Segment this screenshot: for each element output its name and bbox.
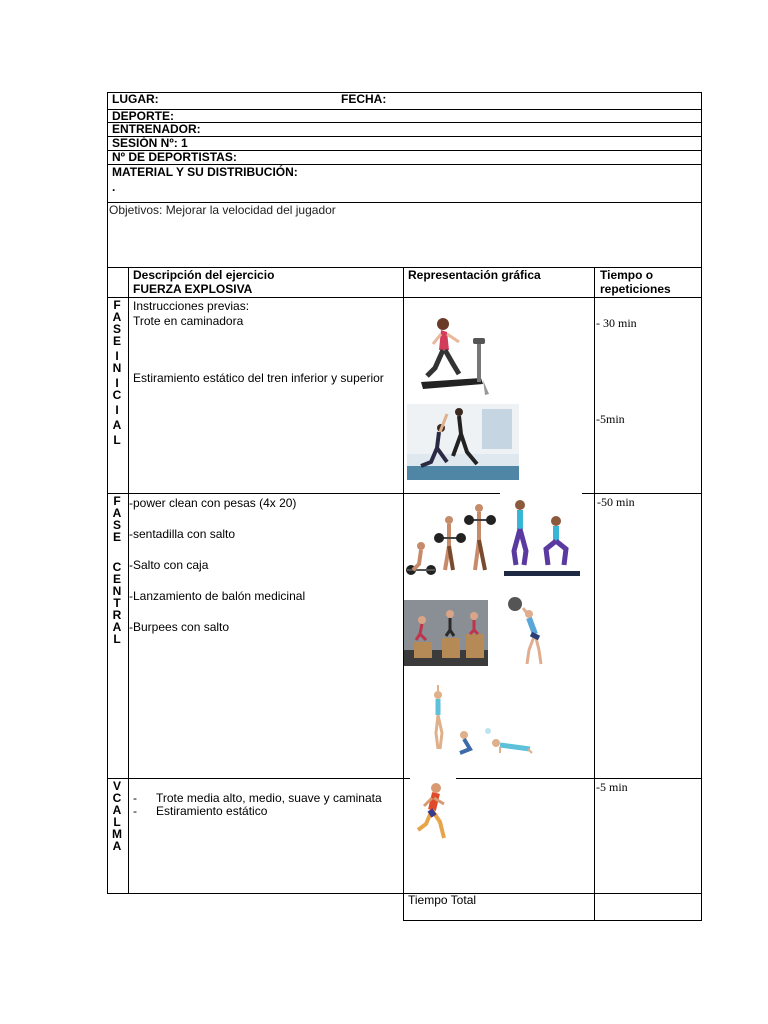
material-value: . — [112, 180, 116, 194]
entrenador-label: ENTRENADOR: — [112, 122, 201, 136]
calma-bullet-1: - — [133, 791, 137, 805]
instrucciones-text: Instrucciones previas: — [133, 299, 250, 313]
tiempo-inicial-1: - 30 min — [596, 316, 637, 330]
estiramiento-text: Estiramiento estático del tren inferior y superior — [133, 371, 384, 385]
burpee-jump-image — [420, 683, 540, 759]
deporte-label: DEPORTE: — [112, 109, 175, 123]
descripcion-header: Descripción del ejercicio — [133, 268, 275, 282]
objetivos-text: Objetivos: Mejorar la velocidad del jugador — [109, 203, 336, 217]
ejercicio-salto-caja: -Salto con caja — [129, 558, 209, 572]
sesion-label: SESIÓN Nº: 1 — [112, 136, 188, 150]
box-jump-image — [404, 600, 488, 666]
calma-ejercicio-1: Trote media alto, medio, suave y caminata — [156, 791, 382, 805]
ejercicio-power-clean: -power clean con pesas (4x 20) — [129, 496, 297, 510]
fase-central-label: F A S E C E N T R A L — [112, 494, 122, 646]
trote-caminadora-text: Trote en caminadora — [133, 314, 244, 328]
tiempo-header: Tiempo o — [600, 268, 654, 282]
tiempo-total-label: Tiempo Total — [408, 893, 477, 907]
tiempo-inicial-2: -5min — [596, 412, 625, 426]
lugar-label: LUGAR: — [112, 92, 159, 106]
medicine-ball-throw-image — [505, 594, 561, 668]
vuelta-calma-label: V C A L M A — [112, 779, 122, 853]
treadmill-runner-image — [413, 310, 495, 400]
ejercicio-balon-medicinal: -Lanzamiento de balón medicinal — [129, 589, 306, 603]
jogging-man-image — [410, 778, 456, 844]
repeticiones-header: repeticiones — [600, 282, 671, 296]
fase-inicial-label: F A S E I N I C I A L — [112, 298, 122, 447]
material-label: MATERIAL Y SU DISTRIBUCIÓN: — [112, 165, 298, 179]
tiempo-calma: -5 min — [596, 780, 628, 794]
ejercicio-burpees: -Burpees con salto — [129, 620, 230, 634]
calma-ejercicio-2: Estiramiento estático — [156, 804, 268, 818]
power-clean-sequence-image — [405, 500, 499, 578]
calma-bullet-2: - — [133, 804, 137, 818]
tiempo-central: -50 min — [597, 495, 635, 509]
stretching-pair-image — [407, 404, 519, 480]
ejercicio-sentadilla: -sentadilla con salto — [129, 527, 236, 541]
fecha-label: FECHA: — [341, 92, 387, 106]
representacion-header: Representación gráfica — [408, 268, 541, 282]
deportistas-label: Nº DE DEPORTISTAS: — [112, 150, 237, 164]
fuerza-header: FUERZA EXPLOSIVA — [133, 282, 253, 296]
squat-jump-image — [500, 493, 582, 578]
